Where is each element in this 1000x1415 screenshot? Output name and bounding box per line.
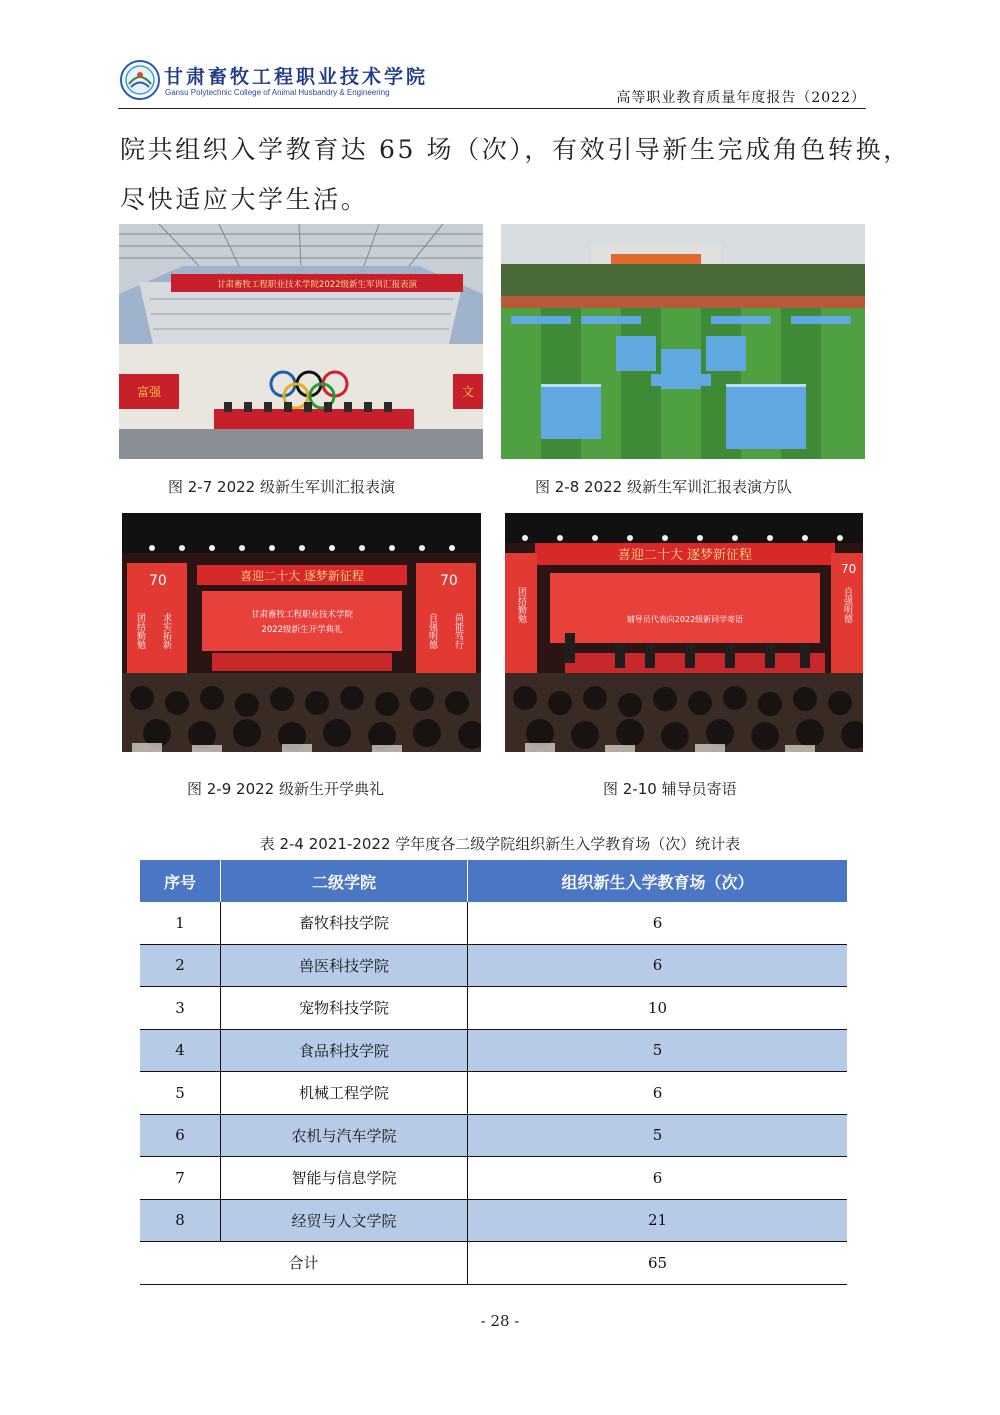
cell-sessions: 5 (468, 1029, 848, 1072)
cell-sessions: 10 (468, 987, 848, 1030)
right-panel-b: 尚能笃行 (453, 613, 463, 649)
cell-sessions: 6 (468, 944, 848, 987)
header-sessions: 组织新生入学教育场（次） (468, 860, 848, 902)
photo-counselor-speech (505, 513, 863, 752)
cell-index: 4 (140, 1029, 221, 1072)
figure-caption-2-10: 图 2-10 辅导员寄语 (603, 780, 737, 798)
wall-slogan-left: 富强 (136, 385, 162, 399)
table-row (140, 987, 847, 1030)
college-logo-icon (120, 60, 160, 100)
header-index: 序号 (140, 860, 221, 902)
screen-line-2: 2022级新生开学典礼 (261, 625, 343, 635)
cell-sessions: 6 (468, 1157, 848, 1200)
figure-caption-2-9: 图 2-9 2022 级新生开学典礼 (187, 780, 384, 798)
total-value: 65 (468, 1242, 848, 1285)
body-line-1: 院共组织入学教育达 65 场（次），有效引导新生完成角色转换， (120, 135, 911, 164)
anniversary-mark-left: 70 (149, 573, 167, 589)
cell-index: 5 (140, 1072, 221, 1115)
table-row (140, 1199, 847, 1242)
left-panel: 团结勤勉 (516, 587, 526, 623)
table-header-row (140, 860, 847, 902)
cell-college: 智能与信息学院 (221, 1157, 468, 1200)
cell-index: 1 (140, 902, 221, 944)
cell-college: 兽医科技学院 (221, 944, 468, 987)
slogan-banner-2: 喜迎二十大 逐梦新征程 (617, 548, 753, 563)
photo-military-review-stage (119, 224, 483, 459)
college-name-cn: 甘肃畜牧工程职业技术学院 (164, 66, 429, 88)
table-row (140, 1072, 847, 1115)
cell-college: 经贸与人文学院 (221, 1199, 468, 1242)
table-row (140, 1029, 847, 1072)
cell-sessions: 5 (468, 1114, 848, 1157)
right-panel: 自强明德 (842, 587, 852, 623)
figure-caption-2-8: 图 2-8 2022 级新生军训汇报表演方队 (535, 478, 792, 496)
stage-banner-text: 甘肃畜牧工程职业技术学院2022级新生军训汇报表演 (216, 280, 418, 290)
cell-index: 7 (140, 1157, 221, 1200)
table-row (140, 902, 847, 944)
photo-opening-ceremony (122, 513, 481, 752)
cell-index: 3 (140, 987, 221, 1030)
cell-college: 农机与汽车学院 (221, 1114, 468, 1157)
cell-index: 2 (140, 944, 221, 987)
cell-sessions: 6 (468, 1072, 848, 1115)
table-row (140, 1114, 847, 1157)
screen-line: 辅导员代表向2022级新同学寄语 (626, 615, 744, 624)
anniversary-mark: 70 (841, 562, 857, 576)
cell-sessions: 6 (468, 902, 848, 944)
cell-college: 畜牧科技学院 (221, 902, 468, 944)
cell-index: 8 (140, 1199, 221, 1242)
report-title: 高等职业教育质量年度报告（2022） (616, 90, 866, 106)
screen-line-1: 甘肃畜牧工程职业技术学院 (250, 610, 354, 620)
wall-slogan-right: 文 (461, 385, 475, 399)
cell-sessions: 21 (468, 1199, 848, 1242)
table-caption: 表 2-4 2021-2022 学年度各二级学院组织新生入学教育场（次）统计表 (259, 835, 741, 853)
body-line-2: 尽快适应大学生活。 (120, 185, 369, 214)
cell-college: 食品科技学院 (221, 1029, 468, 1072)
header-college: 二级学院 (221, 860, 468, 902)
figure-caption-2-7: 图 2-7 2022 级新生军训汇报表演 (168, 478, 395, 496)
anniversary-mark-right: 70 (440, 573, 458, 589)
cell-index: 6 (140, 1114, 221, 1157)
photo-military-formation-field (501, 224, 865, 459)
cell-college: 宠物科技学院 (221, 987, 468, 1030)
table-row (140, 1157, 847, 1200)
left-panel-b: 求实拓新 (161, 613, 171, 649)
stats-table (140, 860, 847, 1285)
page-number: - 28 - (480, 1312, 520, 1330)
table-total-row (140, 1242, 847, 1285)
left-panel-a: 团结勤勉 (135, 613, 145, 649)
college-name-en: Gansu Polytechnic College of Animal Husbandry & Engineering (165, 88, 390, 97)
slogan-banner: 喜迎二十大 逐梦新征程 (240, 569, 364, 583)
total-label: 合计 (140, 1242, 468, 1285)
table-row (140, 944, 847, 987)
cell-college: 机械工程学院 (221, 1072, 468, 1115)
page-header (118, 58, 866, 109)
right-panel-a: 自强明德 (427, 613, 437, 649)
